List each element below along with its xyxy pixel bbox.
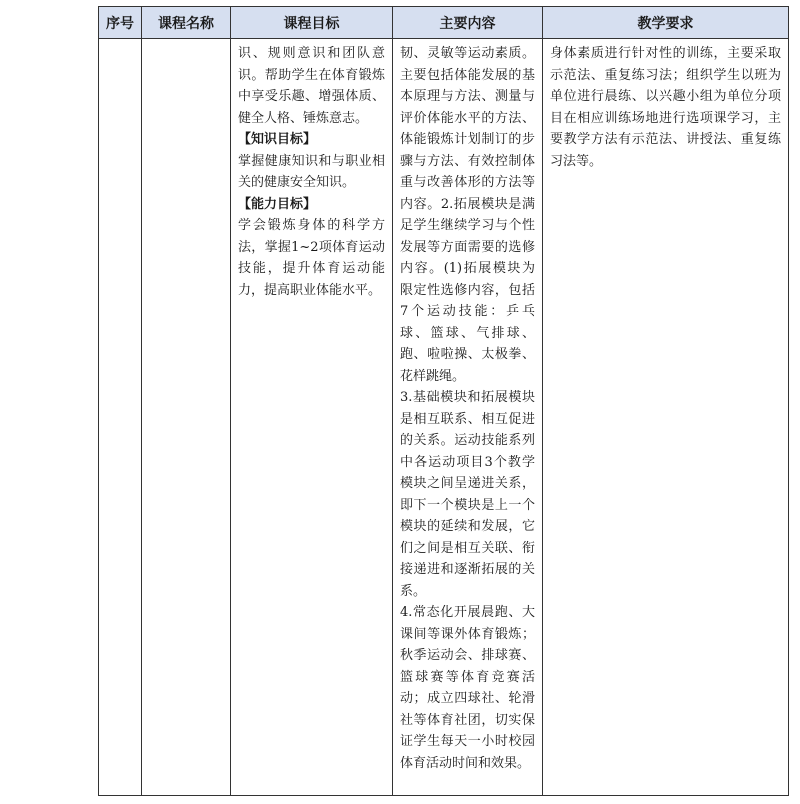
header-row bbox=[99, 7, 789, 39]
table-row bbox=[99, 39, 789, 796]
cell-course-name bbox=[142, 39, 231, 796]
knowledge-goal-heading: 【知识目标】 bbox=[238, 132, 317, 147]
header-course-name: 课程名称 bbox=[142, 7, 231, 39]
cell-no bbox=[99, 39, 142, 796]
header-no: 序号 bbox=[99, 7, 142, 39]
course-table bbox=[98, 6, 789, 796]
content-paragraph-3: 3.基础模块和拓展模块是相互联系、相互促进的关系。运动技能系列中各运动项目3个教学模块之间呈递进关系，即下一个模块是上一个模块的延续和发展，它们之间是相互关联、衔接递进和逐渐拓展的关系。 bbox=[400, 390, 535, 599]
content-paragraph-4: 4.常态化开展晨跑、大课间等课外体育锻炼；秋季运动会、排球赛、篮球赛等体育竞赛活动；成立四球社、轮滑社等体育社团，切实保证学生每天一小时校园体育活动时间和效果。 bbox=[400, 605, 535, 771]
cell-teaching-requirement bbox=[543, 39, 789, 796]
requirement-text: 身体素质进行针对性的训练，主要采取示范法、重复练习法；组织学生以班为单位进行晨练、以兴趣小组为单位分项目在相应训练场地进行选项课学习，主要教学方法有示范法、讲授法、重复练习法等。 bbox=[550, 46, 781, 169]
cell-course-goal bbox=[231, 39, 393, 796]
content-paragraph-1: 韧、灵敏等运动素质。主要包括体能发展的基本原理与方法、测量与评价体能水平的方法、体能锻炼计划制订的步骤与方法、有效控制体重与改善体形的方法等内容。2.拓展模块是满足学生继续学习与个性发展等方面需要的选修内容。(1)拓展模块为限定性选修内容，包括7个运动技能：乒乓球、篮球、气排球、跑、啦啦操、太极拳、花样跳绳。 bbox=[400, 46, 535, 384]
goal-paragraph: 识、规则意识和团队意识。帮助学生在体育锻炼中享受乐趣、增强体质、健全人格、锤炼意志。 bbox=[238, 46, 385, 126]
cell-main-content bbox=[393, 39, 543, 796]
knowledge-goal-text: 掌握健康知识和与职业相关的健康安全知识。 bbox=[238, 153, 385, 190]
ability-goal-text: 学会锻炼身体的科学方法，掌握1~2项体育运动技能，提升体育运动能力，提高职业体能水平。 bbox=[238, 218, 385, 298]
ability-goal-heading: 【能力目标】 bbox=[238, 196, 317, 212]
header-main-content: 主要内容 bbox=[393, 7, 543, 39]
header-course-goal: 课程目标 bbox=[231, 7, 393, 39]
header-teaching-requirement: 教学要求 bbox=[543, 7, 789, 39]
